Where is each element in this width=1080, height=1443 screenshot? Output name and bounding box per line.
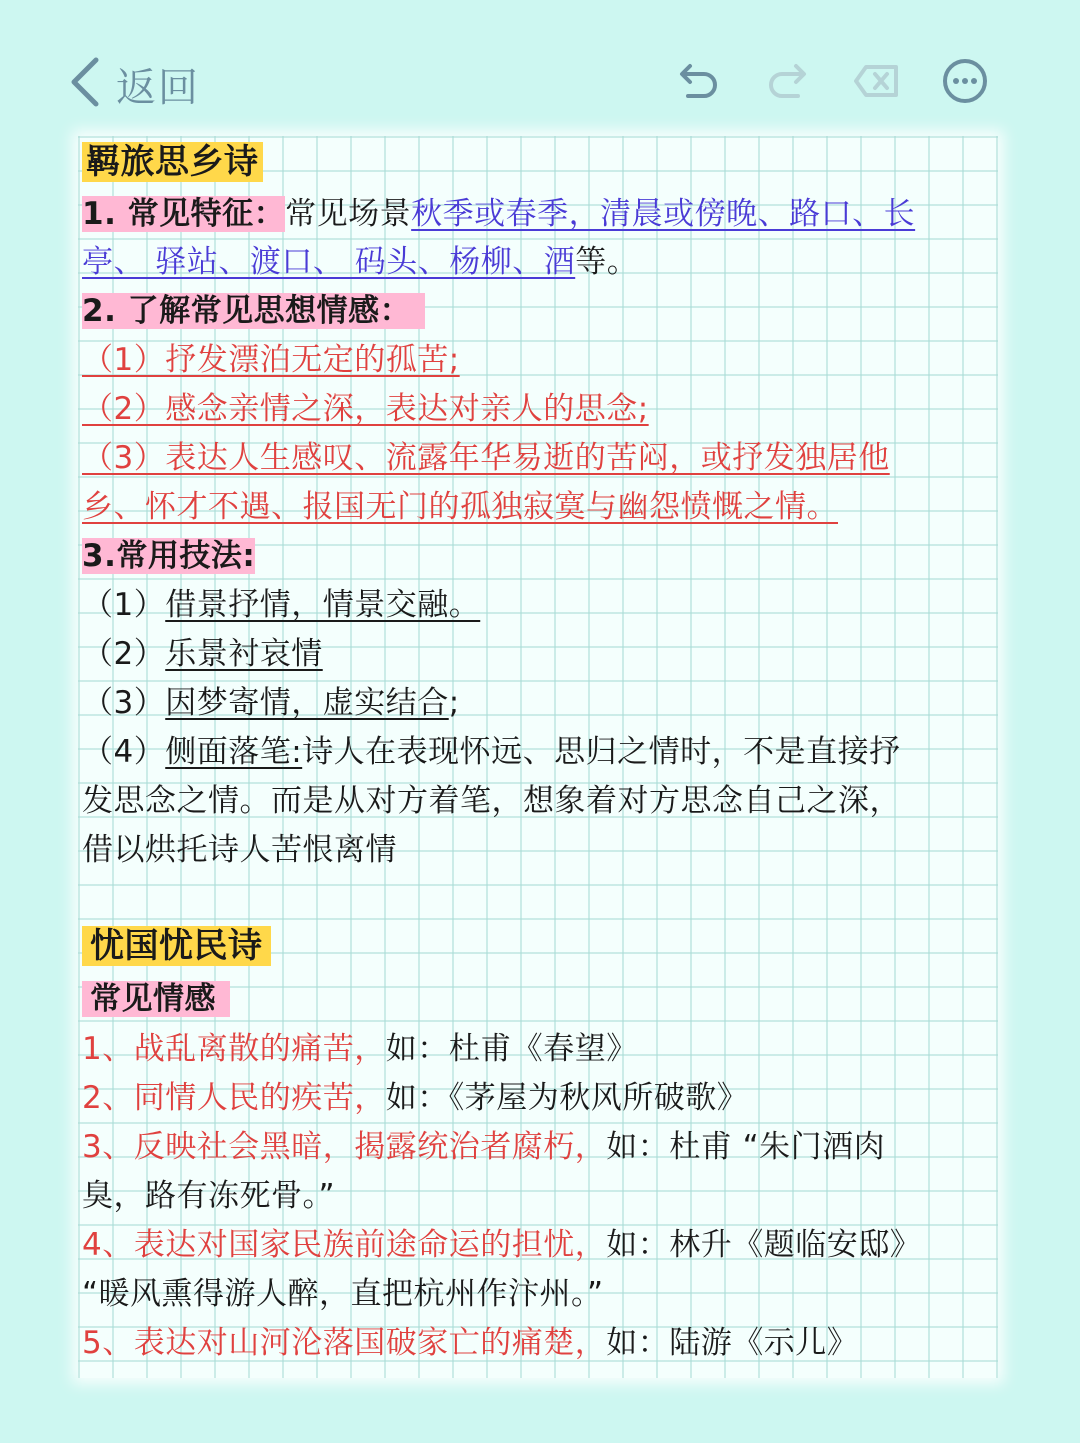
technique-heading: 3.常用技法:: [82, 538, 256, 574]
technique-item-3: （3）因梦寄情，虚实结合;: [82, 685, 460, 721]
list-item: 5、表达对山河沦落国破家亡的痛楚，如：陆游《示儿》: [82, 1325, 859, 1361]
top-toolbar: [0, 0, 1080, 140]
back-button[interactable]: [66, 52, 200, 116]
list-item: 3、反映社会黑暗，揭露统治者腐朽，如：杜甫 “朱门酒肉: [82, 1129, 886, 1165]
feature-label: 1. 常见特征：: [82, 196, 286, 232]
emotion-item-3b: 乡、怀才不遇、报国无门的孤独寂寞与幽怨愤慨之情。: [82, 489, 838, 525]
list-item: “暖风熏得游人醉，直把杭州作汴州。”: [82, 1276, 604, 1312]
feature-line-2: 亭、 驿站、渡口、 码头、杨柳、酒等。: [82, 244, 639, 280]
more-icon[interactable]: [940, 56, 990, 106]
emotion-heading: 2. 了解常见思想情感：: [82, 288, 425, 334]
emotion-item-3a: （3）表达人生感叹、流露年华易逝的苦闷，或抒发独居他: [82, 440, 890, 476]
list-item: 臭，路有冻死骨。”: [82, 1178, 336, 1214]
list-item: 1、战乱离散的痛苦，如：杜甫《春望》: [82, 1031, 638, 1067]
feature-line-1: 1. 常见特征：常见场景秋季或春季，清晨或傍晚、路口、长: [82, 196, 916, 232]
section-title-2: 忧国忧民诗: [82, 923, 271, 970]
back-label: 返回: [116, 64, 200, 111]
undo-icon[interactable]: [674, 56, 724, 106]
section2-subtitle: 常见情感: [82, 976, 230, 1022]
technique-item-1: （1）借景抒情，情景交融。: [82, 587, 481, 623]
emotion-item-1: （1）抒发漂泊无定的孤苦;: [82, 342, 460, 378]
emotion-item-2: （2）感念亲情之深，表达对亲人的思念;: [82, 391, 649, 427]
technique-item-2: （2）乐景衬哀情: [82, 636, 323, 672]
feature-scenes: 秋季或春季，清晨或傍晚、路口、长: [411, 196, 916, 232]
list-item: 2、同情人民的疾苦，如：《茅屋为秋风所破歌》: [82, 1080, 749, 1116]
technique-item-4c: 借以烘托诗人苦恨离情: [82, 832, 397, 868]
delete-icon[interactable]: [852, 56, 902, 106]
redo-icon[interactable]: [762, 56, 812, 106]
technique-item-4b: 发思念之情。而是从对方着笔，想象着对方思念自己之深，: [82, 783, 901, 819]
list-item: 4、表达对国家民族前途命运的担忧，如：林升《题临安邸》: [82, 1227, 922, 1263]
technique-item-4a: （4）侧面落笔:诗人在表现怀远、思归之情时，不是直接抒: [82, 734, 901, 770]
section-title-1: 羁旅思乡诗: [82, 139, 263, 186]
chevron-left-icon: [66, 56, 102, 112]
